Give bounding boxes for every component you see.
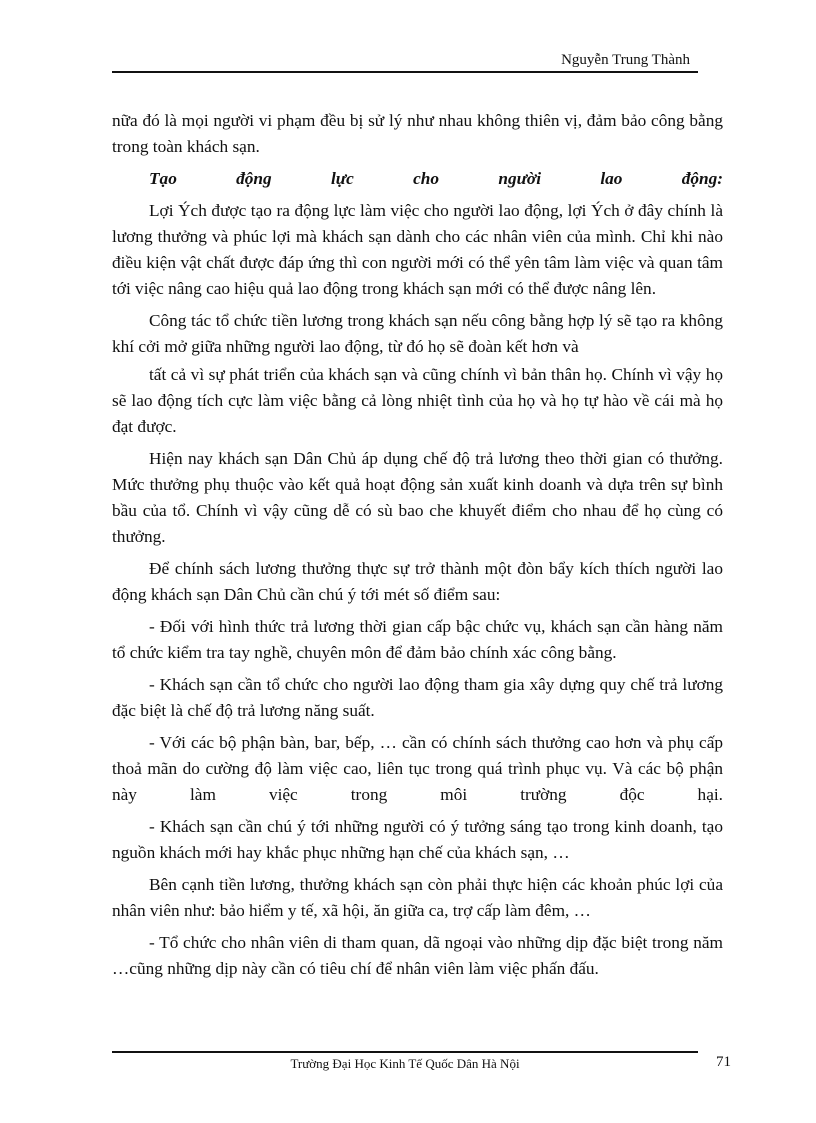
paragraph-11: Bên cạnh tiền lương, thưởng khách sạn còn phải thực hiện các khoản phúc lợi của nhân viên như: bảo hiểm y tế, xã hội, ăn giữa ca, trợ cấp làm đêm, … <box>112 875 723 920</box>
paragraph-2: Lợi Ých được tạo ra động lực làm việc cho người lao động, lợi Ých ở đây chính là lương thưởng và phúc lợi mà khách sạn dành cho các nhân viên của mình. Chỉ khi nào điều kiện vật chất được đáp ứng thì con người mới có thể yên tâm làm việc và quan tâm tới việc nâng cao hiệu quả lao động trong khách sạn mới có thể được nâng lên. <box>112 201 723 298</box>
paragraph-1: nữa đó là mọi người vi phạm đều bị sử lý như nhau không thiên vị, đảm bảo công bằng trong toàn khách sạn. <box>112 111 723 156</box>
paragraph-10: - Khách sạn cần chú ý tới những người có ý tưởng sáng tạo trong kinh doanh, tạo nguồn khách mới hay khắc phục những hạn chế của khách sạn, … <box>112 817 723 862</box>
paragraph-8: - Khách sạn cần tổ chức cho người lao động tham gia xây dựng quy chế trả lương đặc biệt là chế độ trả lương năng suất. <box>112 675 723 720</box>
paragraph-9: - Với các bộ phận bàn, bar, bếp, … cần có chính sách thưởng cao hơn và phụ cấp thoả mãn do cường độ làm việc cao, liên tục trong quá trình phục vụ. Và các bộ phận này làm việc trong môi trường độc hại. <box>112 733 723 804</box>
heading-word: lực <box>330 169 354 188</box>
heading-word: động <box>236 169 272 188</box>
heading-word: cho <box>413 169 440 188</box>
paragraph-7: - Đối với hình thức trả lương thời gian cấp bậc chức vụ, khách sạn cần hàng năm tổ chức kiểm tra tay nghề, chuyên môn để đảm bảo chính xác công bằng. <box>112 617 723 662</box>
heading-word: người <box>498 169 542 188</box>
footer-rule <box>112 1051 698 1053</box>
header-rule <box>112 71 698 73</box>
paragraph-12: - Tổ chức cho nhân viên di tham quan, dã ngoại vào những dịp đặc biệt trong năm …cũng những dịp này cần có tiêu chí để nhân viên làm việc phấn đấu. <box>112 933 723 978</box>
paragraph-3: Công tác tổ chức tiền lương trong khách sạn nếu công bằng hợp lý sẽ tạo ra không khí cởi mở giữa những người lao động, từ đó họ sẽ đoàn kết hơn và <box>112 311 723 356</box>
header-author: Nguyễn Trung Thành <box>561 52 690 68</box>
paragraph-6: Để chính sách lương thưởng thực sự trở thành một đòn bẩy kích thích người lao động khách sạn Dân Chủ cần chú ý tới mét số điểm sau: <box>112 559 723 604</box>
heading-word: lao <box>600 169 623 188</box>
paragraph-4: tất cả vì sự phát triển của khách sạn và cũng chính vì bản thân họ. Chính vì vậy họ sẽ lao động tích cực làm việc bằng cả lòng nhiệt tình của họ và họ tự hào về cái mà họ đạt được. <box>112 365 723 436</box>
section-heading <box>112 166 723 192</box>
heading-word: động: <box>681 169 723 188</box>
page-number: 71 <box>716 1054 731 1070</box>
footer-institution: Trường Đại Học Kinh Tế Quốc Dân Hà Nội <box>290 1056 520 1071</box>
body-text <box>112 108 723 988</box>
heading-word: Tạo <box>149 169 177 188</box>
paragraph-5: Hiện nay khách sạn Dân Chủ áp dụng chế độ trả lương theo thời gian có thưởng. Mức thưởng phụ thuộc vào kết quả hoạt động sản xuất kinh doanh và dựa trên sự bình bầu của tổ. Chính vì vậy cũng dễ có sù bao che khuyết điểm cho nhau để họ cùng có thưởng. <box>112 449 723 546</box>
